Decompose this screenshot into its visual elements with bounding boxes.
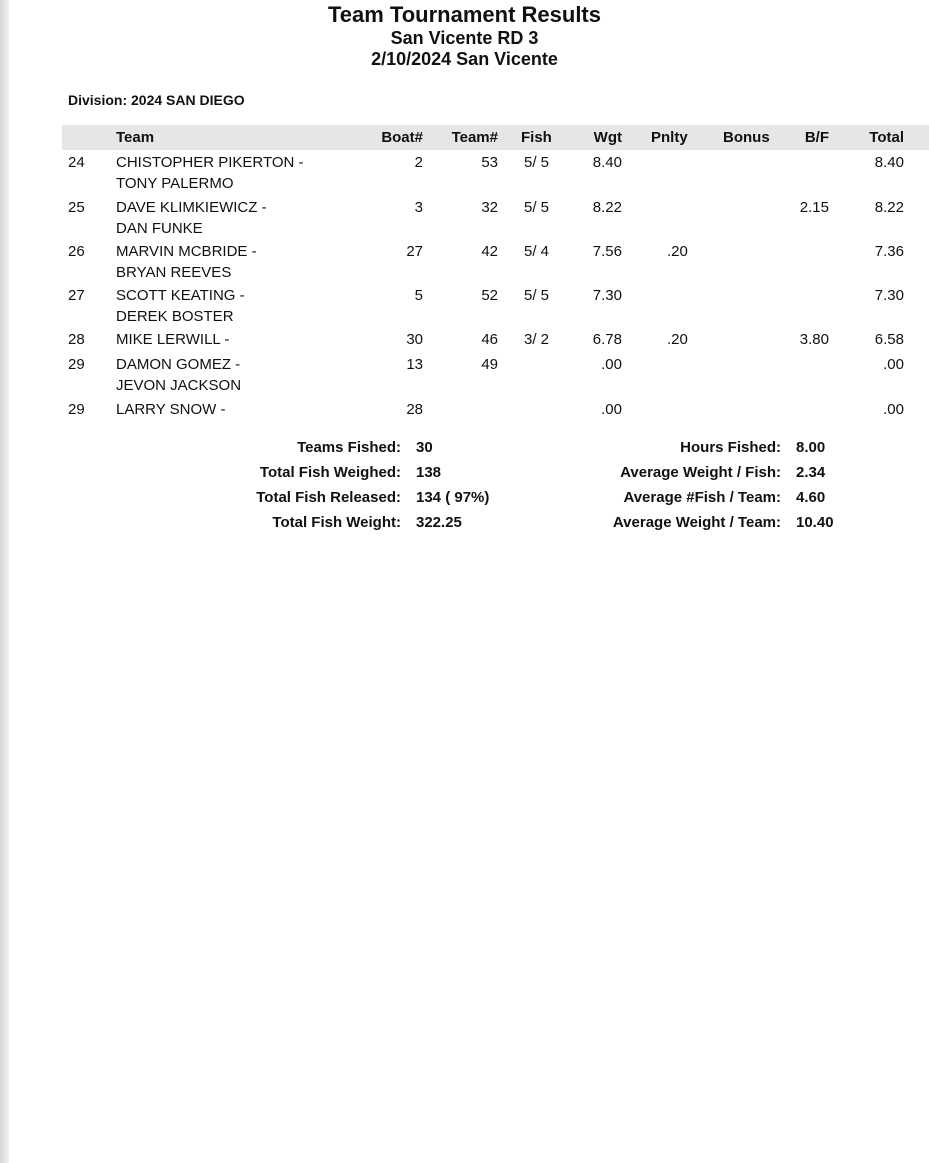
- division-label: Division: 2024 SAN DIEGO: [68, 92, 245, 108]
- summary-value: 8.00: [796, 439, 826, 456]
- event-date-location: 2/10/2024 San Vicente: [371, 49, 558, 69]
- summary-label: Total Fish Weight:: [272, 514, 401, 531]
- total-cell: 7.30: [874, 287, 904, 304]
- col-team-header: Team: [116, 129, 155, 146]
- team-number-cell: 32: [481, 199, 498, 216]
- summary-value: 10.40: [796, 514, 834, 531]
- place-cell: 26: [68, 243, 85, 260]
- team-number-cell: 52: [481, 287, 498, 304]
- total-cell: .00: [883, 356, 904, 373]
- team-name-line1: MARVIN MCBRIDE -: [116, 243, 257, 260]
- team-number-cell: 42: [481, 243, 498, 260]
- big-fish-cell: 2.15: [799, 199, 829, 216]
- weight-cell: 8.22: [592, 199, 622, 216]
- penalty-cell: .20: [667, 331, 688, 348]
- report-title: Team Tournament Results: [327, 2, 601, 27]
- team-name-line1: SCOTT KEATING -: [116, 287, 245, 304]
- summary-label: Hours Fished:: [680, 439, 781, 456]
- col-pnlty-header: Pnlty: [651, 129, 688, 146]
- fish-count-cell: 5/ 5: [524, 287, 550, 304]
- team-name-line2: TONY PALERMO: [116, 175, 234, 192]
- team-name-line1: DAVE KLIMKIEWICZ -: [116, 199, 267, 216]
- boat-number-cell: 28: [406, 401, 423, 418]
- summary-value: 4.60: [796, 489, 826, 506]
- team-name-line1: LARRY SNOW -: [116, 401, 226, 418]
- place-cell: 27: [68, 287, 85, 304]
- team-number-cell: 46: [481, 331, 498, 348]
- summary-label: Average #Fish / Team:: [623, 489, 781, 506]
- team-number-cell: 49: [481, 356, 498, 373]
- total-cell: .00: [883, 401, 904, 418]
- summary-label: Average Weight / Team:: [612, 514, 781, 531]
- summary-label: Total Fish Weighed:: [259, 464, 401, 481]
- team-number-cell: 53: [481, 154, 498, 171]
- col-bf-header: B/F: [804, 129, 829, 146]
- summary-label: Average Weight / Fish:: [620, 464, 781, 481]
- total-cell: 6.58: [874, 331, 904, 348]
- summary-value: 2.34: [796, 464, 826, 481]
- summary-value: 30: [416, 439, 433, 456]
- table-header: [62, 125, 929, 150]
- team-name-line2: DAN FUNKE: [116, 220, 203, 237]
- boat-number-cell: 13: [406, 356, 423, 373]
- place-cell: 29: [68, 401, 85, 418]
- summary-value: 134 ( 97%): [416, 489, 490, 506]
- weight-cell: 7.56: [592, 243, 622, 260]
- weight-cell: 8.40: [592, 154, 622, 171]
- fish-count-cell: 3/ 2: [524, 331, 550, 348]
- col-boat-header: Boat#: [381, 129, 423, 146]
- place-cell: 29: [68, 356, 85, 373]
- summary-value: 322.25: [416, 514, 462, 531]
- page-edge-shadow: [0, 0, 9, 1163]
- weight-cell: .00: [601, 401, 622, 418]
- team-name-line2: JEVON JACKSON: [116, 377, 242, 394]
- col-bonus-header: Bonus: [723, 129, 770, 146]
- col-wgt-header: Wgt: [593, 129, 622, 146]
- total-cell: 8.22: [874, 199, 904, 216]
- place-cell: 28: [68, 331, 85, 348]
- team-name-line1: DAMON GOMEZ -: [116, 356, 241, 373]
- big-fish-cell: 3.80: [799, 331, 829, 348]
- boat-number-cell: 30: [406, 331, 423, 348]
- boat-number-cell: 3: [414, 199, 423, 216]
- summary-value: 138: [416, 464, 442, 481]
- team-name-line2: DEREK BOSTER: [116, 308, 234, 325]
- col-total-header: Total: [869, 129, 904, 146]
- col-fish-header: Fish: [521, 129, 552, 146]
- total-cell: 7.36: [874, 243, 904, 260]
- place-cell: 24: [68, 154, 85, 171]
- team-name-line2: BRYAN REEVES: [116, 264, 232, 281]
- summary-label: Total Fish Released:: [256, 489, 401, 506]
- event-name: San Vicente RD 3: [390, 28, 539, 48]
- team-name-line1: CHISTOPHER PIKERTON -: [116, 154, 304, 171]
- boat-number-cell: 2: [414, 154, 423, 171]
- weight-cell: 6.78: [592, 331, 622, 348]
- boat-number-cell: 27: [406, 243, 423, 260]
- fish-count-cell: 5/ 5: [524, 199, 550, 216]
- penalty-cell: .20: [667, 243, 688, 260]
- fish-count-cell: 5/ 5: [524, 154, 550, 171]
- total-cell: 8.40: [874, 154, 904, 171]
- team-name-line1: MIKE LERWILL -: [116, 331, 230, 348]
- weight-cell: .00: [601, 356, 622, 373]
- boat-number-cell: 5: [414, 287, 423, 304]
- weight-cell: 7.30: [592, 287, 622, 304]
- place-cell: 25: [68, 199, 85, 216]
- col-teamno-header: Team#: [451, 129, 498, 146]
- fish-count-cell: 5/ 4: [524, 243, 550, 260]
- summary-label: Teams Fished:: [297, 439, 401, 456]
